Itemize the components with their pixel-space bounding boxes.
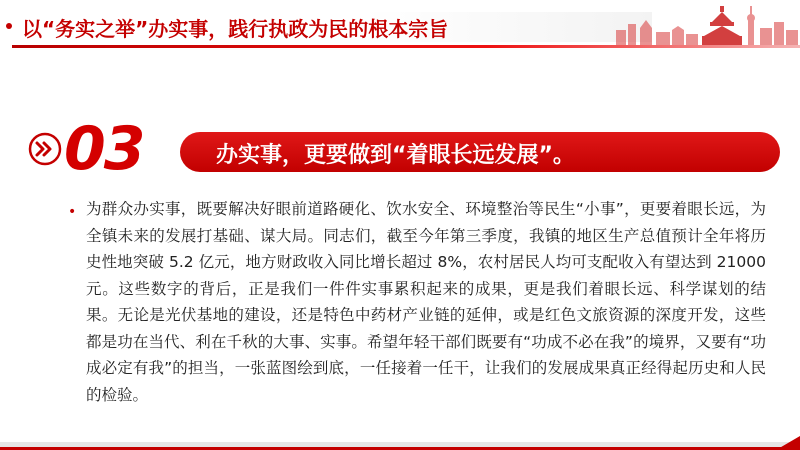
- city-skyline-icon: [610, 0, 800, 48]
- section-heading-pill: [180, 132, 780, 172]
- body-content: [68, 196, 766, 408]
- footer: [0, 436, 800, 450]
- body-paragraph: 为群众办实事，既要解决好眼前道路硬化、饮水安全、环境整治等民生“小事”，更要着眼长远，为全镇未来的发展打基础、谋大局。同志们，截至今年第三季度，我镇的地区生产总值预计全年将历史性地突破 5.2 亿元，地方财政收入同比增长超过 8%，农村居民人均可支配收入有望达到 21000 元。这些数字的背后，正是我们一件件实事累积起来的成果，更是我们着眼长远、科学谋划的结果。无论是光伏基地的建设，还是特色中药材产业链的延伸，或是红色文旅资源的深度开发，这些都是功在当代、利在千秋的大事、实事。希望年轻干部们既要有“功成不必在我”的境界，又要有“功成必定有我”的担当，一张蓝图绘到底，一任接着一任干，让我们的发展成果真正经得起历史和人民的检验。: [86, 200, 766, 404]
- bullet-dot-icon: •: [68, 204, 77, 220]
- section-heading: 办实事，更要做到“着眼长远发展”。: [216, 143, 575, 168]
- section-number: 03: [64, 114, 144, 184]
- page-title: 以“务实之举”办实事，践行执政为民的根本宗旨: [22, 17, 449, 41]
- double-chevron-right-icon: [28, 132, 62, 166]
- section-heading-banner: [22, 114, 782, 184]
- header: [0, 0, 800, 52]
- bullet-dot-icon: [6, 23, 12, 29]
- footer-corner-accent: [776, 436, 800, 450]
- header-divider: [12, 45, 800, 48]
